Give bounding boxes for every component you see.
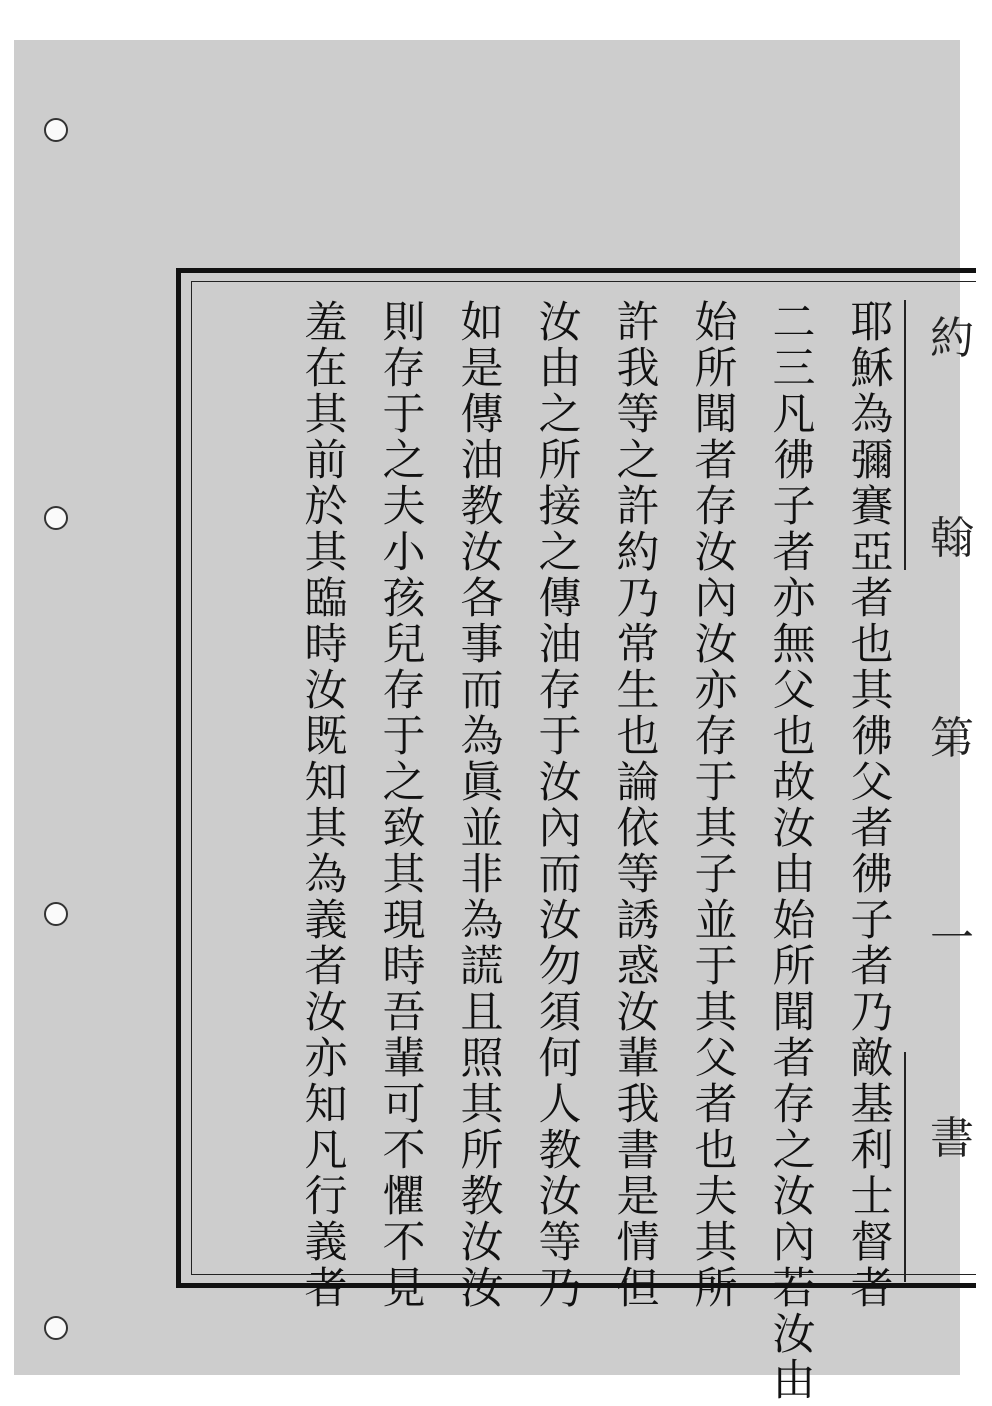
glyph: 由 bbox=[772, 850, 816, 900]
right-edge-fragments bbox=[930, 282, 976, 1274]
glyph: 士 bbox=[850, 1172, 894, 1222]
glyph: 許 bbox=[616, 298, 660, 348]
glyph: 輩 bbox=[616, 1034, 660, 1084]
glyph: 于 bbox=[382, 712, 426, 762]
punch-hole bbox=[44, 118, 68, 142]
glyph: 者 bbox=[772, 1034, 816, 1084]
glyph: 聞 bbox=[694, 390, 738, 440]
glyph: 子 bbox=[772, 482, 816, 532]
glyph: 夫 bbox=[694, 1172, 738, 1222]
glyph: 于 bbox=[382, 390, 426, 440]
glyph: 油 bbox=[460, 436, 504, 486]
edge-glyph: 書 bbox=[930, 1113, 974, 1164]
text-column bbox=[452, 300, 512, 1312]
glyph: 汝 bbox=[694, 528, 738, 578]
edge-glyph: 第 bbox=[930, 713, 974, 764]
glyph: 故 bbox=[772, 758, 816, 808]
glyph: 等 bbox=[538, 1218, 582, 1268]
glyph: 臨 bbox=[304, 574, 348, 624]
glyph: 知 bbox=[304, 1080, 348, 1130]
glyph: 夫 bbox=[382, 482, 426, 532]
glyph: 所 bbox=[694, 344, 738, 394]
glyph: 聞 bbox=[772, 988, 816, 1038]
glyph: 之 bbox=[538, 390, 582, 440]
glyph: 亦 bbox=[772, 574, 816, 624]
glyph: 內 bbox=[772, 1218, 816, 1268]
glyph: 不 bbox=[382, 1126, 426, 1176]
glyph: 何 bbox=[538, 1034, 582, 1084]
glyph: 既 bbox=[304, 712, 348, 762]
glyph: 彿 bbox=[772, 436, 816, 486]
glyph: 情 bbox=[616, 1218, 660, 1268]
glyph: 於 bbox=[304, 482, 348, 532]
text-column bbox=[686, 300, 746, 1312]
text-column bbox=[296, 300, 356, 1312]
glyph: 也 bbox=[850, 620, 894, 670]
text-column bbox=[530, 300, 590, 1312]
glyph: 者 bbox=[850, 1264, 894, 1314]
glyph: 者 bbox=[850, 804, 894, 854]
glyph: 並 bbox=[460, 804, 504, 854]
glyph: 之 bbox=[772, 1126, 816, 1176]
glyph: 父 bbox=[772, 666, 816, 716]
glyph: 穌 bbox=[850, 344, 894, 394]
glyph: 羞 bbox=[304, 298, 348, 348]
glyph: 之 bbox=[538, 528, 582, 578]
glyph: 汝 bbox=[694, 620, 738, 670]
glyph: 所 bbox=[694, 1264, 738, 1314]
text-frame-inner bbox=[191, 281, 976, 1406]
glyph: 不 bbox=[382, 1218, 426, 1268]
text-column bbox=[374, 300, 434, 1312]
glyph: 且 bbox=[460, 988, 504, 1038]
glyph: 為 bbox=[304, 850, 348, 900]
glyph: 致 bbox=[382, 804, 426, 854]
glyph: 之 bbox=[382, 436, 426, 486]
glyph: 汝 bbox=[538, 896, 582, 946]
glyph: 也 bbox=[694, 1126, 738, 1176]
glyph: 汝 bbox=[304, 666, 348, 716]
glyph: 吾 bbox=[382, 988, 426, 1038]
punch-hole bbox=[44, 1316, 68, 1340]
edge-glyph: 一 bbox=[930, 913, 974, 964]
glyph: 汝 bbox=[616, 988, 660, 1038]
glyph: 其 bbox=[694, 988, 738, 1038]
glyph: 現 bbox=[382, 896, 426, 946]
glyph: 由 bbox=[772, 1356, 816, 1406]
glyph: 謊 bbox=[460, 942, 504, 992]
glyph: 而 bbox=[460, 666, 504, 716]
text-frame bbox=[176, 268, 976, 1406]
glyph: 其 bbox=[460, 1080, 504, 1130]
proper-name-mark bbox=[904, 300, 906, 570]
glyph: 輩 bbox=[382, 1034, 426, 1084]
glyph: 等 bbox=[616, 390, 660, 440]
glyph: 行 bbox=[304, 1172, 348, 1222]
glyph: 所 bbox=[772, 942, 816, 992]
text-column bbox=[842, 300, 902, 1312]
glyph: 小 bbox=[382, 528, 426, 578]
glyph: 是 bbox=[616, 1172, 660, 1222]
glyph: 眞 bbox=[460, 758, 504, 808]
glyph: 所 bbox=[538, 436, 582, 486]
glyph: 人 bbox=[538, 1080, 582, 1130]
glyph: 存 bbox=[694, 712, 738, 762]
glyph: 生 bbox=[616, 666, 660, 716]
glyph: 汝 bbox=[538, 298, 582, 348]
text-column bbox=[608, 300, 668, 1312]
glyph: 勿 bbox=[538, 942, 582, 992]
glyph: 汝 bbox=[304, 988, 348, 1038]
glyph: 汝 bbox=[538, 758, 582, 808]
glyph: 論 bbox=[616, 758, 660, 808]
glyph: 汝 bbox=[460, 528, 504, 578]
glyph: 其 bbox=[304, 528, 348, 578]
glyph: 知 bbox=[304, 758, 348, 808]
glyph: 惑 bbox=[616, 942, 660, 992]
glyph: 其 bbox=[304, 390, 348, 440]
glyph: 亦 bbox=[694, 666, 738, 716]
glyph: 依 bbox=[616, 804, 660, 854]
glyph: 約 bbox=[616, 528, 660, 578]
glyph: 者 bbox=[772, 528, 816, 578]
glyph: 汝 bbox=[460, 1264, 504, 1314]
glyph: 也 bbox=[616, 712, 660, 762]
glyph: 存 bbox=[694, 482, 738, 532]
glyph: 是 bbox=[460, 344, 504, 394]
glyph: 而 bbox=[538, 850, 582, 900]
glyph: 為 bbox=[850, 390, 894, 440]
glyph: 子 bbox=[694, 850, 738, 900]
glyph: 者 bbox=[694, 1080, 738, 1130]
glyph: 耶 bbox=[850, 298, 894, 348]
glyph: 凡 bbox=[304, 1126, 348, 1176]
glyph: 若 bbox=[772, 1264, 816, 1314]
glyph: 所 bbox=[460, 1126, 504, 1176]
glyph: 內 bbox=[694, 574, 738, 624]
glyph: 並 bbox=[694, 896, 738, 946]
glyph: 于 bbox=[694, 758, 738, 808]
glyph: 傳 bbox=[538, 574, 582, 624]
glyph: 者 bbox=[694, 436, 738, 486]
glyph: 乃 bbox=[538, 1264, 582, 1314]
glyph: 乃 bbox=[616, 574, 660, 624]
glyph: 為 bbox=[460, 712, 504, 762]
glyph: 書 bbox=[616, 1126, 660, 1176]
glyph: 于 bbox=[538, 712, 582, 762]
glyph: 事 bbox=[460, 620, 504, 670]
glyph: 我 bbox=[616, 344, 660, 394]
text-column bbox=[764, 300, 824, 1404]
glyph: 子 bbox=[850, 896, 894, 946]
glyph: 乃 bbox=[850, 988, 894, 1038]
glyph: 之 bbox=[382, 758, 426, 808]
glyph: 非 bbox=[460, 850, 504, 900]
glyph: 存 bbox=[382, 666, 426, 716]
glyph: 為 bbox=[460, 896, 504, 946]
glyph: 汝 bbox=[772, 1310, 816, 1360]
glyph: 內 bbox=[538, 804, 582, 854]
glyph: 其 bbox=[694, 1218, 738, 1268]
glyph: 始 bbox=[694, 298, 738, 348]
glyph: 義 bbox=[304, 1218, 348, 1268]
glyph: 各 bbox=[460, 574, 504, 624]
glyph: 賽 bbox=[850, 482, 894, 532]
glyph: 利 bbox=[850, 1126, 894, 1176]
glyph: 父 bbox=[850, 758, 894, 808]
glyph: 教 bbox=[460, 1172, 504, 1222]
glyph: 教 bbox=[460, 482, 504, 532]
glyph: 許 bbox=[616, 482, 660, 532]
glyph: 基 bbox=[850, 1080, 894, 1130]
glyph: 照 bbox=[460, 1034, 504, 1084]
glyph: 存 bbox=[538, 666, 582, 716]
glyph: 汝 bbox=[460, 1218, 504, 1268]
punch-hole bbox=[44, 506, 68, 530]
glyph: 時 bbox=[304, 620, 348, 670]
glyph: 須 bbox=[538, 988, 582, 1038]
glyph: 義 bbox=[304, 896, 348, 946]
glyph: 常 bbox=[616, 620, 660, 670]
glyph: 凡 bbox=[772, 390, 816, 440]
glyph: 存 bbox=[772, 1080, 816, 1130]
glyph: 則 bbox=[382, 298, 426, 348]
glyph: 等 bbox=[616, 850, 660, 900]
glyph: 教 bbox=[538, 1126, 582, 1176]
glyph: 者 bbox=[304, 942, 348, 992]
glyph: 于 bbox=[694, 942, 738, 992]
edge-glyph: 約 bbox=[930, 313, 974, 364]
glyph: 督 bbox=[850, 1218, 894, 1268]
glyph: 在 bbox=[304, 344, 348, 394]
glyph: 亞 bbox=[850, 528, 894, 578]
glyph: 汝 bbox=[772, 1172, 816, 1222]
glyph: 如 bbox=[460, 298, 504, 348]
glyph: 彿 bbox=[850, 850, 894, 900]
glyph: 其 bbox=[850, 666, 894, 716]
glyph: 二 bbox=[772, 298, 816, 348]
glyph: 時 bbox=[382, 942, 426, 992]
punch-hole bbox=[44, 902, 68, 926]
glyph: 汝 bbox=[772, 804, 816, 854]
glyph: 兒 bbox=[382, 620, 426, 670]
glyph: 彿 bbox=[850, 712, 894, 762]
glyph: 由 bbox=[538, 344, 582, 394]
glyph: 始 bbox=[772, 896, 816, 946]
glyph: 彌 bbox=[850, 436, 894, 486]
glyph: 者 bbox=[850, 942, 894, 992]
glyph: 汝 bbox=[538, 1172, 582, 1222]
scanned-page bbox=[14, 40, 974, 1406]
glyph: 見 bbox=[382, 1264, 426, 1314]
glyph: 也 bbox=[772, 712, 816, 762]
glyph: 接 bbox=[538, 482, 582, 532]
glyph: 傳 bbox=[460, 390, 504, 440]
glyph: 孩 bbox=[382, 574, 426, 624]
glyph: 油 bbox=[538, 620, 582, 670]
glyph: 者 bbox=[304, 1264, 348, 1314]
glyph: 可 bbox=[382, 1080, 426, 1130]
glyph: 但 bbox=[616, 1264, 660, 1314]
glyph: 之 bbox=[616, 436, 660, 486]
glyph: 亦 bbox=[304, 1034, 348, 1084]
glyph: 誘 bbox=[616, 896, 660, 946]
glyph: 我 bbox=[616, 1080, 660, 1130]
glyph: 存 bbox=[382, 344, 426, 394]
glyph: 者 bbox=[850, 574, 894, 624]
glyph: 前 bbox=[304, 436, 348, 486]
glyph: 父 bbox=[694, 1034, 738, 1084]
text-columns bbox=[192, 282, 976, 1406]
glyph: 無 bbox=[772, 620, 816, 670]
proper-name-mark bbox=[904, 1052, 906, 1282]
glyph: 其 bbox=[304, 804, 348, 854]
glyph: 三 bbox=[772, 344, 816, 394]
glyph: 其 bbox=[694, 804, 738, 854]
glyph: 敵 bbox=[850, 1034, 894, 1084]
glyph: 懼 bbox=[382, 1172, 426, 1222]
edge-glyph: 翰 bbox=[930, 513, 974, 564]
glyph: 其 bbox=[382, 850, 426, 900]
